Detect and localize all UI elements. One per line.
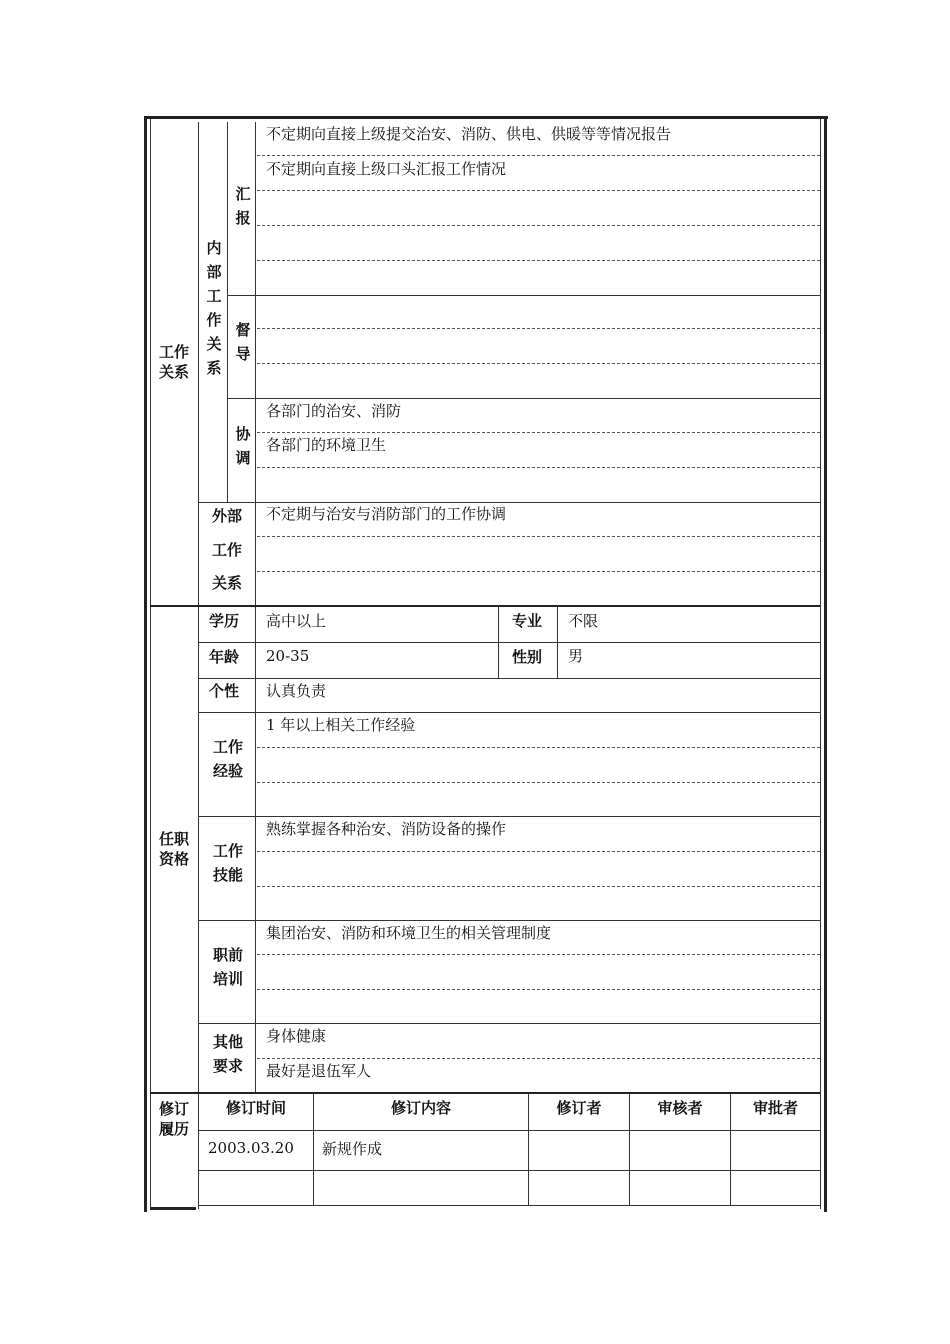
revision-header-content: 修订内容 (390, 1099, 451, 1117)
experience-value: 1 年以上相关工作经验 (266, 716, 416, 734)
section-qualifications: 任职资格 (158, 830, 189, 868)
section-work-relations: 工作关系 (158, 343, 189, 381)
training-value: 集团治安、消防和环境卫生的相关管理制度 (266, 924, 552, 942)
coordinate-line: 各部门的环境卫生 (266, 436, 387, 454)
training-label: 职前培训 (212, 946, 243, 988)
revision-cell: 新规作成 (322, 1140, 383, 1158)
coordinate-line: 各部门的治安、消防 (266, 402, 402, 420)
revision-header-reviser: 修订者 (556, 1099, 602, 1117)
skills-label: 工作技能 (212, 842, 243, 884)
revision-header-reviewer: 审核者 (657, 1099, 703, 1117)
report-label: 汇报 (235, 185, 251, 227)
external-relations-label: 外部 (211, 507, 242, 525)
major-label: 专业 (511, 612, 542, 630)
education-label: 学历 (208, 612, 239, 630)
other-requirement-line: 身体健康 (266, 1027, 327, 1045)
gender-label: 性别 (511, 648, 542, 666)
education-value: 高中以上 (266, 612, 327, 630)
revision-header-time: 修订时间 (225, 1099, 286, 1117)
other-requirement-line: 最好是退伍军人 (266, 1062, 372, 1080)
personality-label: 个性 (208, 682, 239, 700)
report-line: 不定期向直接上级提交治安、消防、供电、供暖等等情况报告 (266, 125, 672, 143)
personality-value: 认真负责 (266, 682, 327, 700)
external-line: 不定期与治安与消防部门的工作协调 (266, 505, 507, 523)
age-label: 年龄 (208, 648, 239, 666)
section-revision-history: 修订履历 (158, 1100, 189, 1138)
other-requirements-label: 其他要求 (212, 1033, 243, 1075)
skills-value: 熟练掌握各种治安、消防设备的操作 (266, 820, 507, 838)
major-value: 不限 (568, 612, 599, 630)
report-line: 不定期向直接上级口头汇报工作情况 (266, 160, 507, 178)
internal-relations-label: 内部工作关系 (206, 239, 222, 377)
age-value: 20-35 (266, 647, 310, 665)
coordinate-label: 协调 (235, 425, 251, 467)
revision-header-approver: 审批者 (752, 1099, 798, 1117)
gender-value: 男 (568, 647, 584, 665)
external-relations-label: 工作 (211, 541, 242, 559)
supervise-label: 督导 (235, 321, 251, 363)
external-relations-label: 关系 (211, 574, 242, 592)
experience-label: 工作经验 (212, 738, 243, 780)
revision-cell: 2003.03.20 (208, 1139, 294, 1157)
